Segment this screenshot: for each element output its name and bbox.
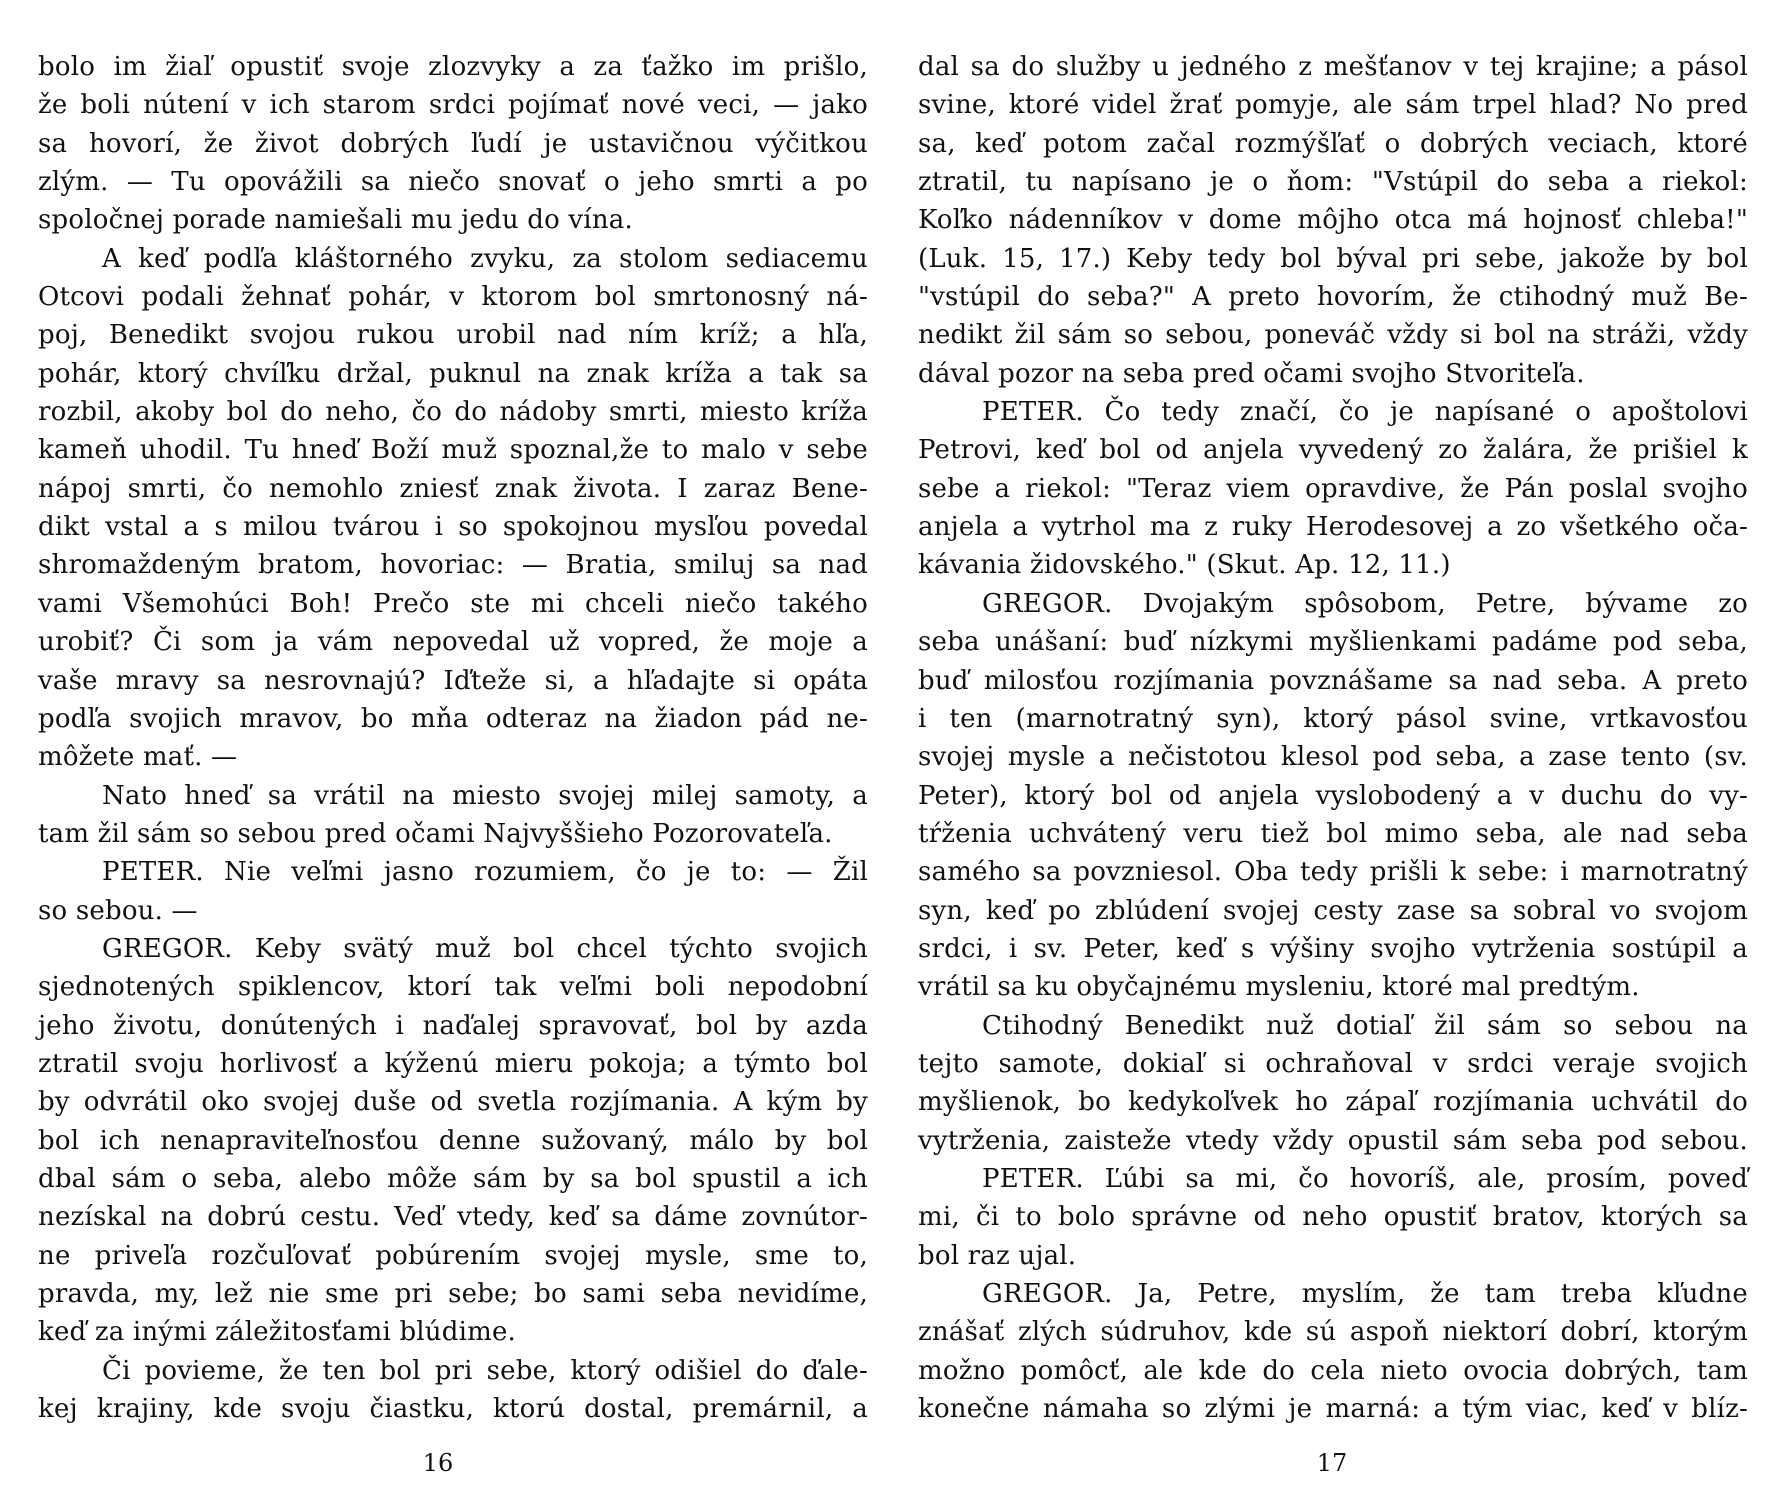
text-line: kej krajiny, kde svoju čiastku, ktorú dostal, premárnil, a <box>38 1394 868 1425</box>
text-line: GREGOR. Dvojakým spôsobom, Petre, bývame zo <box>982 588 1748 619</box>
text-line: PETER. Nie veľmi jasno rozumiem, čo je to: — Žil <box>102 857 868 888</box>
text-line: sjednotených spiklencov, ktorí tak veľmi boli nepodobní <box>38 972 868 1003</box>
text-line: myšlienok, bo kedykoľvek ho zápaľ rozjímania uchvátil do <box>918 1087 1748 1118</box>
text-line: podľa svojich mravov, bo mňa odteraz na žiadon pád ne- <box>38 703 868 734</box>
text-line: kameň uhodil. Tu hneď Boží muž spoznal,že to malo v sebe <box>38 435 868 466</box>
text-line: bol raz ujal. <box>918 1240 1077 1271</box>
text-line: syn, keď po zblúdení svojej cesty zase sa sobral vo svojom <box>918 895 1748 926</box>
text-line: vrátil sa ku obyčajnému mysleniu, ktoré mal predtým. <box>918 972 1640 1003</box>
text-line: ztratil svoju horlivosť a kýženú mieru pokoja; a týmto bol <box>38 1048 868 1079</box>
text-line: zlým. — Tu opovážili sa niečo snovať o jeho smrti a po <box>38 167 868 198</box>
text-line: kávania židovského." (Skut. Ap. 12, 11.) <box>918 550 1451 581</box>
text-line: rozbil, akoby bol do neho, čo do nádoby smrti, miesto kríža <box>38 397 868 428</box>
text-line: pohár, ktorý chvíľku držal, puknul na znak kríža a tak sa <box>38 358 868 389</box>
text-line: GREGOR. Keby svätý muž bol chcel týchto svojich <box>102 933 868 964</box>
text-line: i ten (marnotratný syn), ktorý pásol svine, vrtkavosťou <box>918 703 1748 734</box>
text-line: jeho životu, donútených i naďalej spravovať, bol by azda <box>38 1010 868 1041</box>
text-line: pravda, my, lež nie sme pri sebe; bo sami seba nevidíme, <box>38 1279 868 1309</box>
text-line: nedikt žil sám so sebou, poneváč vždy si bol na stráži, vždy <box>918 320 1748 351</box>
text-line: svine, ktoré videl žrať pomyje, ale sám trpel hlad? No pred <box>918 90 1748 121</box>
text-line: svojej mysle a nečistotou klesol pod seba, a zase tento (sv. <box>918 742 1748 773</box>
right-page-text <box>918 48 1748 1428</box>
text-line: tŕženia uchvátený veru tiež bol mimo seba, ale nad seba <box>918 818 1748 849</box>
text-line: poj, Benedikt svojou rukou urobil nad ním kríž; a hľa, <box>38 320 868 351</box>
text-line: dbal sám o seba, alebo môže sám by sa bol spustil a ich <box>38 1163 868 1194</box>
text-line: (Luk. 15, 17.) Keby tedy bol býval pri sebe, jakože by bol <box>918 243 1748 274</box>
text-line: ztratil, tu napísano je o ňom: "Vstúpil do seba a riekol: <box>918 167 1748 198</box>
text-line: sa, keď potom začal rozmýšľať o dobrých veciach, ktoré <box>918 128 1748 159</box>
text-line: možno pomôcť, ale kde do cela nieto ovocia dobrých, tam <box>918 1355 1748 1386</box>
text-line: Nato hneď sa vrátil na miesto svojej milej samoty, a <box>102 780 868 811</box>
text-line: že boli nútení v ich starom srdci pojímať nové veci, — jako <box>38 90 868 121</box>
text-line: Ctihodný Benedikt nuž dotiaľ žil sám so sebou na <box>982 1010 1748 1041</box>
text-line: "vstúpil do seba?" A preto hovorím, že ctihodný muž Be- <box>918 282 1748 313</box>
text-line: anjela a vytrhol ma z ruky Herodesovej a zo všetkého oča- <box>918 512 1748 543</box>
text-line: shromaždeným bratom, hovoriac: — Bratia, smiluj sa nad <box>38 550 868 581</box>
text-line: Otcovi podali žehnať pohár, v ktorom bol smrtonosný ná- <box>38 282 868 313</box>
left-page-text <box>38 48 868 1428</box>
text-line: spoločnej porade namiešali mu jedu do vína. <box>38 205 633 236</box>
text-line: seba unášaní: buď nízkymi myšlienkami padáme pod seba, <box>918 627 1748 658</box>
text-line: bolo im žiaľ opustiť svoje zlozvyky a za ťažko im prišlo, <box>38 52 868 82</box>
text-line: vami Všemohúci Boh! Prečo ste mi chceli niečo takého <box>38 588 868 619</box>
right-page-number: 17 <box>1316 1449 1348 1477</box>
text-line: A keď podľa kláštorného zvyku, za stolom sediacemu <box>102 243 868 274</box>
text-line: by odvrátil oko svojej duše od svetla rozjímania. A kým by <box>38 1087 868 1118</box>
text-line: nezískal na dobrú cestu. Veď vtedy, keď sa dáme zovnútor- <box>38 1202 868 1233</box>
text-line: Petrovi, keď bol od anjela vyvedený zo žalára, že prišiel k <box>918 435 1748 466</box>
text-line: Peter), ktorý bol od anjela vyslobodený a v duchu do vy- <box>918 780 1748 811</box>
text-line: keď za inými záležitosťami blúdime. <box>38 1317 517 1348</box>
text-line: PETER. Ľúbi sa mi, čo hovoríš, ale, prosím, poveď <box>982 1163 1748 1194</box>
text-line: dikt vstal a s milou tvárou i so spokojnou mysľou povedal <box>38 512 868 543</box>
text-line: tejto samote, dokiaľ si ochraňoval v srdci veraje svojich <box>918 1048 1748 1079</box>
text-line: znášať zlých súdruhov, kde sú aspoň niektorí dobrí, ktorým <box>918 1317 1748 1348</box>
text-line: ne priveľa rozčuľovať pobúrením svojej mysle, sme to, <box>38 1240 868 1271</box>
text-line: srdci, i sv. Peter, keď s výšiny svojho vytrženia sostúpil a <box>918 933 1748 964</box>
left-page-number: 16 <box>422 1449 454 1477</box>
text-line: buď milosťou rozjímania povznášame sa nad seba. A preto <box>918 665 1748 696</box>
text-line: Či povieme, že ten bol pri sebe, ktorý odišiel do ďale- <box>102 1355 868 1386</box>
text-line: sebe a riekol: "Teraz viem opravdive, že Pán poslal svojho <box>918 473 1748 504</box>
text-line: dal sa do služby u jedného z mešťanov v tej krajine; a pásol <box>918 52 1748 82</box>
text-line: GREGOR. Ja, Petre, myslím, že tam treba kľudne <box>982 1279 1748 1309</box>
text-line: konečne námaha so zlými je marná: a tým viac, keď v blíz- <box>918 1394 1748 1425</box>
text-line: tam žil sám so sebou pred očami Najvyššieho Pozorovateľa. <box>38 818 833 849</box>
text-line: mi, či to bolo správne od neho opustiť bratov, ktorých sa <box>918 1202 1748 1233</box>
text-line: so sebou. — <box>38 895 198 926</box>
text-line: nápoj smrti, čo nemohlo zniesť znak života. I zaraz Bene- <box>38 473 868 504</box>
text-line: urobiť? Či som ja vám nepovedal už vopred, že moje a <box>38 627 868 658</box>
text-line: bol ich nenapraviteľnosťou denne sužovaný, málo by bol <box>38 1125 868 1156</box>
text-line: dával pozor na seba pred očami svojho Stvoriteľa. <box>918 358 1585 389</box>
text-line: môžete mať. — <box>38 742 238 773</box>
text-line: PETER. Čo tedy značí, čo je napísané o apoštolovi <box>982 397 1748 428</box>
text-line: Koľko nádenníkov v dome môjho otca má hojnosť chleba!" <box>918 205 1748 236</box>
text-line: sa hovorí, že život dobrých ľudí je ustavičnou výčitkou <box>38 128 868 159</box>
text-line: vaše mravy sa nesrovnajú? Iďteže si, a hľadajte si opáta <box>38 665 868 696</box>
text-line: vytrženia, zaisteže vtedy vždy opustil sám seba pod sebou. <box>918 1125 1748 1156</box>
text-line: samého sa povzniesol. Oba tedy prišli k sebe: i marnotratný <box>918 857 1748 888</box>
